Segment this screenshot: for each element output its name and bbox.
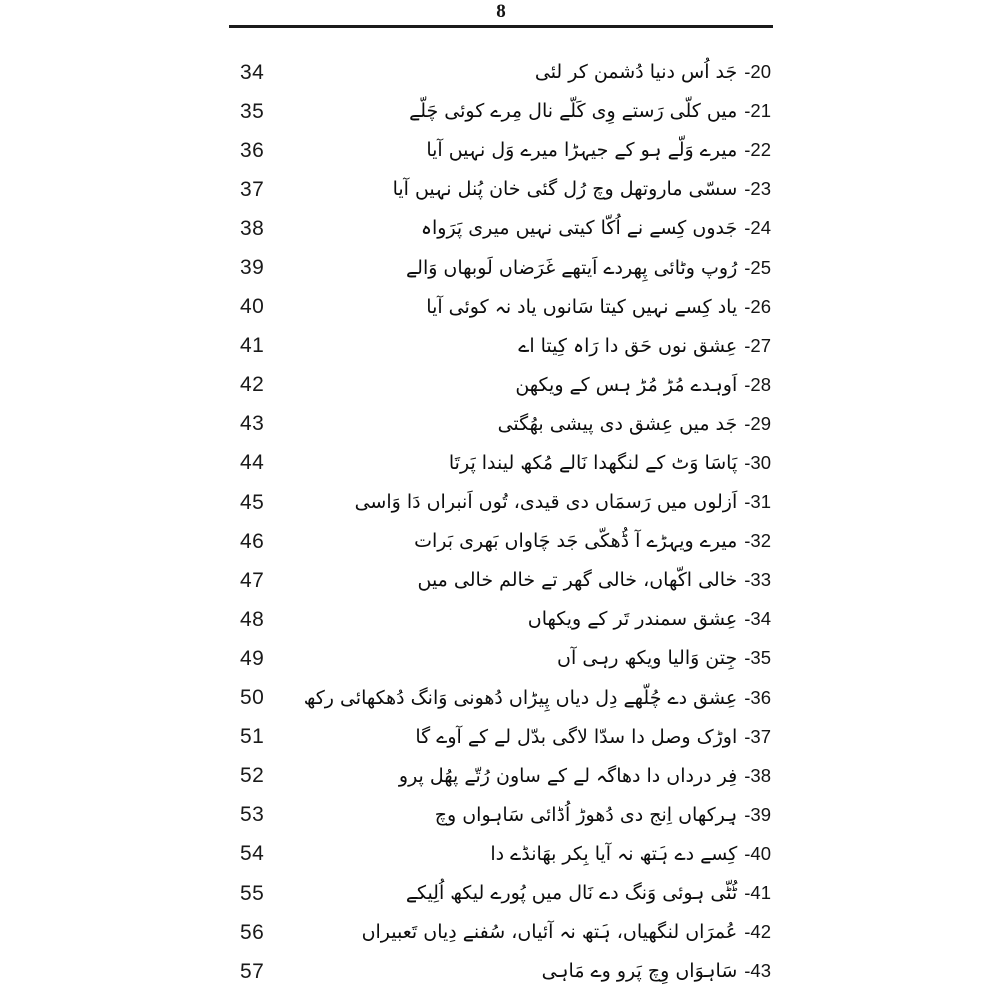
toc-entry-title: فِر درداں دا دھاگہ لے کے ساون رُتّے پھُل پرو (398, 764, 738, 787)
toc-page-ref: 56 (240, 920, 265, 944)
toc-entry-number: 41- (744, 882, 771, 904)
toc-entry (288, 295, 771, 318)
toc-row (240, 483, 771, 522)
toc-entry-title: میرے ویہڑے آ ڈُھکّی جَد چَاواں بَھری بَرات (414, 530, 738, 553)
toc-row (240, 561, 771, 600)
toc-entry-number: 39- (744, 803, 771, 825)
toc-entry-title: کِسے دے ہَتھ نہ آیا بِکر بھَانڈے دا (490, 842, 738, 865)
toc-page-ref: 49 (240, 646, 265, 670)
toc-entry-title: اوڑک وصل دا سدّا لاگی بدّل لے کے آوے گا (415, 725, 738, 748)
toc-entry-title: رُوپ وٹائی پِھردے اَیتھے غَرَضاں لَوبھاں وَالے (406, 256, 738, 279)
toc-page-ref: 55 (240, 881, 265, 905)
toc-entry-number: 20- (744, 61, 771, 83)
toc-page-ref: 42 (240, 373, 265, 397)
toc-page-ref: 41 (240, 334, 265, 358)
toc-row (240, 170, 771, 209)
toc-page-ref: 48 (240, 607, 265, 631)
toc-entry-number: 21- (744, 100, 771, 122)
toc-entry (288, 962, 771, 981)
toc-row (240, 131, 771, 170)
toc-entry-title: عِشق دے چُلّھے دِل دیاں پِیڑاں دُھونی وَانگ دُھکھائی رکھ (303, 686, 738, 709)
toc-entry-number: 42- (744, 921, 771, 943)
toc-entry-number: 25- (744, 256, 771, 278)
toc-row (240, 796, 771, 835)
toc-entry-number: 32- (744, 530, 771, 552)
toc-entry (288, 451, 771, 474)
toc-entry-number: 36- (744, 686, 771, 708)
toc-row (240, 522, 771, 561)
toc-entry-number: 35- (744, 647, 771, 669)
toc-page-ref: 50 (240, 686, 265, 710)
toc-page-ref: 34 (240, 60, 265, 84)
toc-row (240, 757, 771, 796)
toc-entry (288, 141, 771, 160)
toc-page-ref: 44 (240, 451, 265, 475)
toc-entry-number: 38- (744, 764, 771, 786)
toc-entry-title: اَزلوں میں رَسمَاں دی قیدی، تُوں اَنبراں دَا وَاسی (354, 491, 738, 514)
toc-entry-title: پَاسَا وَٹ کے لنگھدا نَالے مُکھ لیندا پَرتَا (448, 451, 738, 474)
toc-row (240, 209, 771, 248)
toc-page-ref: 46 (240, 529, 265, 553)
toc-entry (288, 923, 771, 942)
toc-entry-number: 31- (744, 491, 771, 513)
toc-entry-title: اَوہدے مُڑ مُڑ ہس کے ویکھن (515, 373, 738, 396)
toc-entry (288, 334, 771, 357)
toc-entry-number: 30- (744, 451, 771, 473)
toc-entry (288, 180, 771, 199)
toc-page-ref: 52 (240, 764, 265, 788)
toc-entry-title: سسّی ماروتھل وچ رُل گئی خان پُنل نہیں آیا (392, 178, 738, 201)
toc-page-ref: 38 (240, 216, 265, 240)
toc-entry-title: سَاہوَاں وِچ پَرو وے مَاہی (541, 960, 738, 983)
toc-page-ref: 43 (240, 412, 265, 436)
toc-entry-number: 28- (744, 373, 771, 395)
toc-page-ref: 54 (240, 842, 265, 866)
toc-page-ref: 45 (240, 490, 265, 514)
toc-entry-title: یاد کِسے نہیں کیتا سَانوں یاد نہ کوئی آیا (426, 295, 738, 318)
toc-entry-number: 34- (744, 608, 771, 630)
toc-row (240, 248, 771, 287)
toc-row (240, 327, 771, 366)
toc-entry (288, 686, 771, 709)
toc-entry (288, 884, 771, 903)
toc-entry (288, 571, 771, 590)
toc-entry (288, 842, 771, 865)
toc-page-ref: 57 (240, 959, 265, 983)
toc-entry (288, 649, 771, 668)
toc-row (240, 874, 771, 913)
toc-entry (288, 256, 771, 279)
toc-entry-title: میرے وَلّے ہو کے جیہڑا میرے وَل نہیں آیا (426, 139, 738, 162)
toc-row (240, 952, 771, 991)
toc-entry-number: 33- (744, 569, 771, 591)
toc-entry-title: جَدوں کِسے نے اُکّا کیتی نہیں میری پَرَواہ (420, 217, 738, 240)
toc-entry (288, 803, 771, 826)
toc-entry-number: 24- (744, 217, 771, 239)
toc-page-ref: 39 (240, 256, 265, 280)
toc-entry (288, 63, 771, 82)
toc-entry (288, 493, 771, 512)
toc-entry-title: خالی اکّھاں، خالی گھر تے خالم خالی میں (417, 569, 738, 592)
toc-entry-number: 40- (744, 842, 771, 864)
toc-entry (288, 532, 771, 551)
toc-row (240, 405, 771, 444)
toc-page-ref: 36 (240, 138, 265, 162)
toc-entry-title: عِشق نوں حَق دا رَاہ کِیتا اے (518, 334, 738, 357)
toc-page-ref: 40 (240, 295, 265, 319)
toc-entry-number: 26- (744, 295, 771, 317)
toc-page-ref: 37 (240, 177, 265, 201)
toc-entry (288, 412, 771, 435)
toc-entry-number: 27- (744, 334, 771, 356)
toc-entry (288, 102, 771, 121)
toc-entry (288, 764, 771, 787)
toc-row (240, 718, 771, 757)
toc-page-ref: 53 (240, 803, 265, 827)
toc-page-ref: 47 (240, 568, 265, 592)
toc-entry-title: عُمرَاں لنگھیاں، ہَتھ نہ آئیاں، سُفنے دِیاں تَعبیراں (361, 921, 738, 944)
toc-entry (288, 725, 771, 748)
toc-entry-title: جَد اُس دنیا دُشمن کر لئی (534, 61, 738, 84)
toc-row (240, 53, 771, 92)
toc-page-ref: 51 (240, 725, 265, 749)
toc-entry-title: ہِرکھاں اِنج دی دُھوڑ اُڈائی سَاہواں وچ (434, 803, 738, 826)
toc-row (240, 366, 771, 405)
toc-row (240, 835, 771, 874)
toc-row (240, 639, 771, 678)
header-rule (229, 25, 773, 28)
toc-entry-title: میں کلّی رَستے وِی کَلّے نال مِرے کوئی چَلّے (409, 100, 738, 123)
toc-row (240, 913, 771, 952)
toc-row (240, 288, 771, 327)
toc-entry-title: جِتن وَالیا ویکھ رہی آں (557, 647, 738, 670)
toc-entry (288, 219, 771, 238)
toc-entry (288, 373, 771, 396)
toc-page-ref: 35 (240, 99, 265, 123)
toc-entry-title: عِشق سمندر تَر کے ویکھاں (527, 608, 738, 631)
toc-entry-title: جَد میں عِشق دی پیشی بھُگتی (497, 412, 738, 435)
toc-entry (288, 610, 771, 629)
toc-entry-number: 43- (744, 960, 771, 982)
page-number: 8 (496, 1, 506, 22)
toc-row (240, 679, 771, 718)
toc-entry-title: ٹُٹّی ہوئی وَنگ دے نَال میں پُورے لیکھ اُلِیکے (405, 882, 738, 905)
toc-entry-number: 37- (744, 725, 771, 747)
toc-entry-number: 29- (744, 412, 771, 434)
toc-row (240, 444, 771, 483)
toc-row (240, 92, 771, 131)
toc-entry-number: 22- (744, 139, 771, 161)
toc-list (240, 53, 771, 991)
toc-entry-number: 23- (744, 178, 771, 200)
toc-row (240, 600, 771, 639)
